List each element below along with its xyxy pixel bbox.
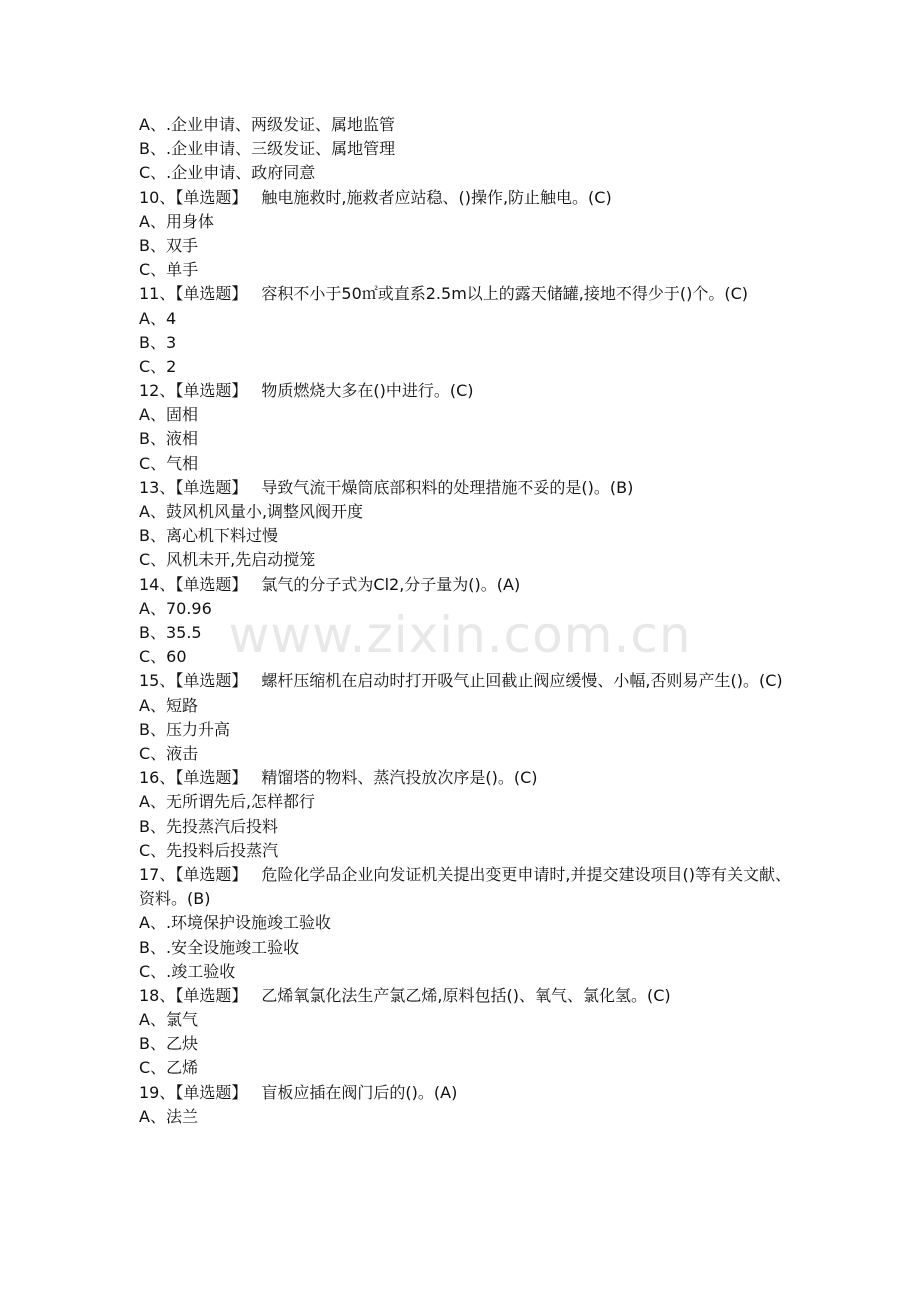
answer-option: C、气相 [139, 453, 199, 473]
question-type: 【单选题】 [175, 985, 248, 1005]
question-type: 【单选题】 [175, 284, 248, 304]
question-line [139, 476, 799, 500]
question-line [139, 282, 799, 306]
question-number: 15、 [139, 671, 176, 691]
question-number: 12、 [139, 381, 176, 401]
answer-option: C、乙烯 [139, 1058, 199, 1078]
question-number: 14、 [139, 574, 176, 594]
question-line [139, 669, 799, 693]
answer-option: A、法兰 [139, 1106, 198, 1126]
answer-option: C、风机未开,先启动搅笼 [139, 550, 316, 570]
answer-option: A、固相 [139, 405, 198, 425]
answer-option: A、.环境保护设施竣工验收 [139, 913, 332, 933]
answer-option: B、离心机下料过慢 [139, 526, 278, 546]
question-type: 【单选题】 [175, 671, 248, 691]
question-number: 11、 [139, 284, 176, 304]
question-line [139, 573, 799, 597]
question-type: 【单选题】 [175, 864, 248, 884]
question-line [139, 863, 799, 911]
question-line [139, 1081, 799, 1105]
question-type: 【单选题】 [175, 187, 248, 207]
question-text: 触电施救时,施救者应站稳、()操作,防止触电。(C) [261, 187, 612, 207]
answer-option: B、先投蒸汽后投料 [139, 816, 278, 836]
answer-option: B、.安全设施竣工验收 [139, 937, 300, 957]
answer-option: A、用身体 [139, 211, 214, 231]
answer-option: B、液相 [139, 429, 198, 449]
question-number: 17、 [139, 864, 176, 884]
question-text: 盲板应插在阀门后的()。(A) [261, 1082, 458, 1102]
question-number: 13、 [139, 477, 176, 497]
question-text: 氯气的分子式为Cl2,分子量为()。(A) [261, 574, 521, 594]
question-text: 容积不小于50㎡或直系2.5m以上的露天储罐,接地不得少于()个。(C) [261, 284, 749, 304]
question-type: 【单选题】 [175, 1082, 248, 1102]
answer-option: C、2 [139, 356, 177, 376]
question-line [139, 984, 799, 1008]
question-line [139, 186, 799, 210]
answer-option: A、氯气 [139, 1010, 198, 1030]
question-line [139, 379, 799, 403]
question-number: 19、 [139, 1082, 176, 1102]
question-type: 【单选题】 [175, 768, 248, 788]
question-text: 导致气流干燥筒底部积料的处理措施不妥的是()。(B) [261, 477, 634, 497]
question-text: 螺杆压缩机在启动时打开吸气止回截止阀应缓慢、小幅,否则易产生()。(C) [261, 671, 783, 691]
question-number: 10、 [139, 187, 176, 207]
question-line [139, 766, 799, 790]
question-number: 18、 [139, 985, 176, 1005]
question-number: 16、 [139, 768, 176, 788]
answer-option: C、单手 [139, 260, 199, 280]
answer-option: A、鼓风机风量小,调整风阀开度 [139, 502, 364, 522]
answer-option: C、液击 [139, 743, 199, 763]
answer-option: A、70.96 [139, 598, 212, 618]
answer-option: B、35.5 [139, 623, 202, 643]
question-text: 危险化学品企业向发证机关提出变更申请时,并提交建设项目()等有关文献、资料。(B) [139, 864, 791, 909]
question-text: 物质燃烧大多在()中进行。(C) [261, 381, 474, 401]
question-list [139, 113, 799, 1129]
watermark: www.zixin.com.cn [228, 606, 692, 664]
answer-option: C、.竣工验收 [139, 961, 236, 981]
question-type: 【单选题】 [175, 574, 248, 594]
answer-option: A、短路 [139, 695, 198, 715]
answer-option: A、4 [139, 308, 177, 328]
answer-option: C、先投料后投蒸汽 [139, 840, 279, 860]
question-type: 【单选题】 [175, 381, 248, 401]
answer-option: C、60 [139, 647, 187, 667]
question-text: 精馏塔的物料、蒸汽投放次序是()。(C) [261, 768, 538, 788]
question-text: 乙烯氧氯化法生产氯乙烯,原料包括()、氧气、氯化氢。(C) [261, 985, 671, 1005]
answer-option: A、.企业申请、两级发证、属地监管 [139, 115, 396, 134]
answer-option: B、.企业申请、三级发证、属地管理 [139, 139, 396, 159]
answer-option: C、.企业申请、政府同意 [139, 163, 316, 183]
answer-option: B、双手 [139, 235, 198, 255]
answer-option: B、乙炔 [139, 1034, 198, 1054]
answer-option: B、3 [139, 332, 177, 352]
question-type: 【单选题】 [175, 477, 248, 497]
answer-option: B、压力升高 [139, 719, 230, 739]
answer-option: A、无所谓先后,怎样都行 [139, 792, 316, 812]
